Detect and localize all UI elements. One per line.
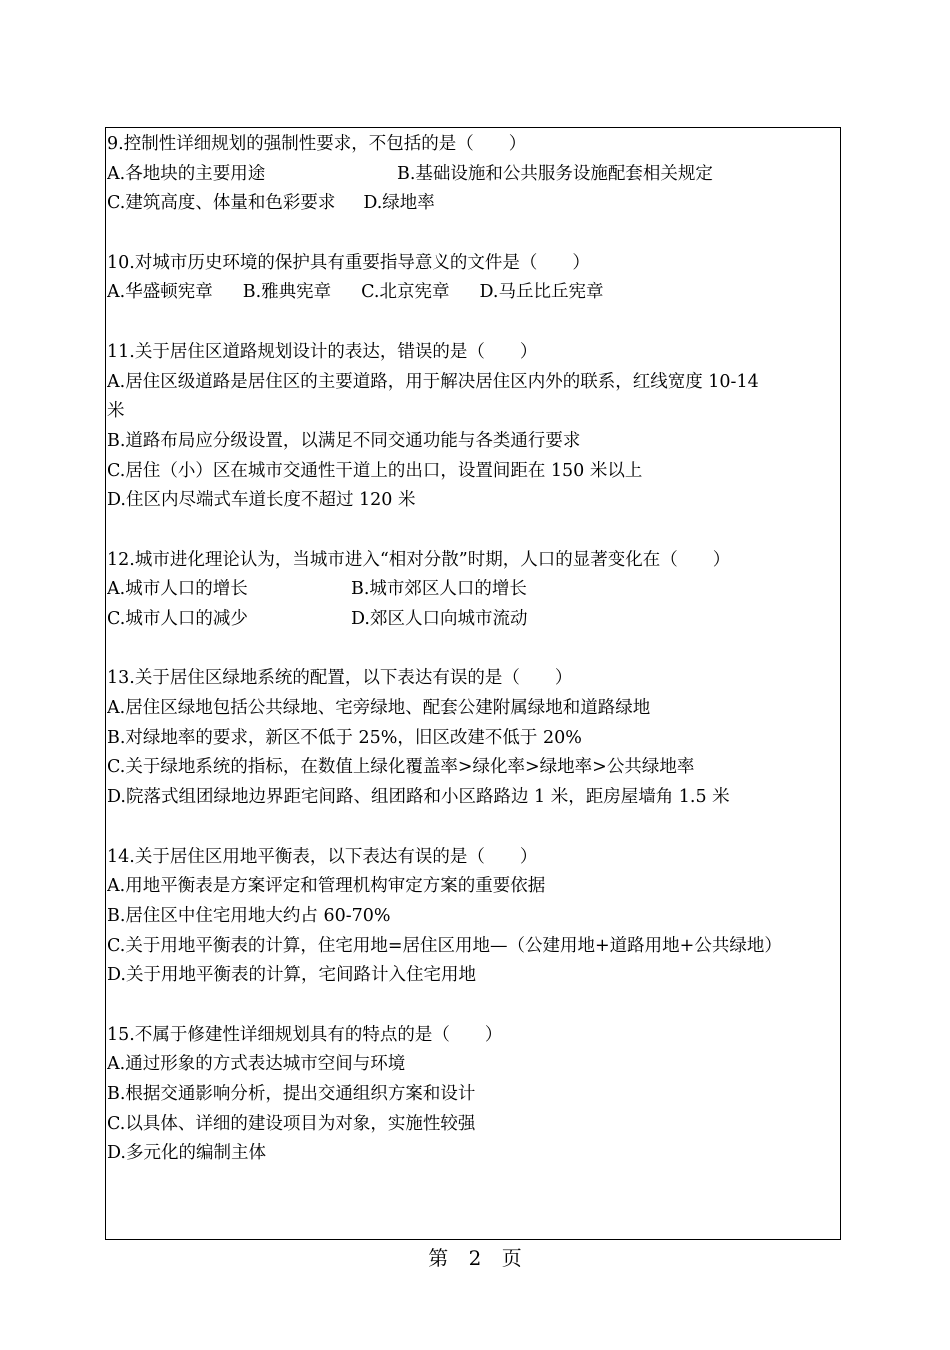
option-b: B.根据交通影响分析，提出交通组织方案和设计 [107, 1084, 476, 1104]
option-row [107, 278, 841, 308]
option-b: B.城市郊区人口的增长 [351, 579, 527, 600]
option-d: D.多元化的编制主体 [107, 1143, 266, 1164]
option-a: A.通过形象的方式表达城市空间与环境 [107, 1054, 406, 1075]
question-9 [107, 130, 841, 219]
question-13 [107, 664, 841, 812]
footer-prefix: 第 [428, 1246, 449, 1270]
question-stem: 9.控制性详细规划的强制性要求，不包括的是（ ） [107, 134, 527, 154]
option-c: C.居住（小）区在城市交通性干道上的出口，设置间距在 150 米以上 [107, 460, 643, 481]
option-row [107, 160, 841, 190]
question-15 [107, 1021, 841, 1169]
page-number: 2 [468, 1246, 482, 1270]
option-d: D.马丘比丘宪章 [479, 282, 604, 303]
option-b: B.对绿地率的要求，新区不低于 25%，旧区改建不低于 20% [107, 727, 582, 748]
option-b: B.居住区中住宅用地大约占 60-70% [107, 905, 391, 926]
option-a: A.城市人口的增长 [107, 579, 248, 600]
question-10 [107, 249, 841, 308]
option-a: A.用地平衡表是方案评定和管理机构审定方案的重要依据 [107, 876, 546, 897]
question-stem: 14.关于居住区用地平衡表，以下表达有误的是（ ） [107, 846, 538, 867]
option-a: A.居住区绿地包括公共绿地、宅旁绿地、配套公建附属绿地和道路绿地 [107, 698, 651, 719]
question-stem: 12.城市进化理论认为，当城市进入“相对分散”时期，人口的显著变化在（ ） [107, 549, 731, 570]
option-a: A.居住区级道路是居住区的主要道路，用于解决居住区内外的联系，红线宽度 10-14 [107, 371, 759, 392]
option-b: B.基础设施和公共服务设施配套相关规定 [397, 163, 713, 184]
question-14 [107, 843, 841, 991]
question-12 [107, 546, 841, 635]
option-a: A.各地块的主要用途 [107, 163, 266, 184]
page-footer [0, 1244, 950, 1272]
option-d: D.住区内尽端式车道长度不超过 120 米 [107, 490, 416, 511]
option-d: D.郊区人口向城市流动 [351, 609, 528, 629]
option-a-continued: 米 [107, 401, 125, 422]
question-11 [107, 338, 841, 516]
option-c: C.北京宪章 [361, 282, 450, 303]
footer-suffix: 页 [501, 1246, 522, 1270]
option-row [107, 605, 841, 635]
question-content [107, 130, 841, 1169]
option-row [107, 575, 841, 605]
option-d: D.绿地率 [363, 193, 435, 214]
option-a: A.华盛顿宪章 [107, 282, 213, 303]
option-c: C.城市人口的减少 [107, 609, 248, 629]
option-c: C.建筑高度、体量和色彩要求 [107, 193, 336, 214]
question-stem: 11.关于居住区道路规划设计的表达，错误的是（ ） [107, 341, 538, 362]
question-stem: 13.关于居住区绿地系统的配置，以下表达有误的是（ ） [107, 668, 573, 689]
option-c: C.关于绿地系统的指标，在数值上绿化覆盖率>绿化率>绿地率>公共绿地率 [107, 757, 695, 778]
question-stem: 15.不属于修建性详细规划具有的特点的是（ ） [107, 1024, 503, 1045]
option-c: C.关于用地平衡表的计算，住宅用地=居住区用地—（公建用地+道路用地+公共绿地） [107, 935, 782, 956]
question-stem: 10.对城市历史环境的保护具有重要指导意义的文件是（ ） [107, 252, 590, 273]
option-b: B.雅典宪章 [242, 282, 332, 303]
option-c: C.以具体、详细的建设项目为对象，实施性较强 [107, 1113, 476, 1134]
option-d: D.院落式组团绿地边界距宅间路、组团路和小区路路边 1 米，距房屋墙角 1.5 米 [107, 787, 730, 808]
option-d: D.关于用地平衡表的计算，宅间路计入住宅用地 [107, 965, 476, 986]
option-row [107, 189, 841, 219]
option-b: B.道路布局应分级设置，以满足不同交通功能与各类通行要求 [107, 430, 581, 451]
